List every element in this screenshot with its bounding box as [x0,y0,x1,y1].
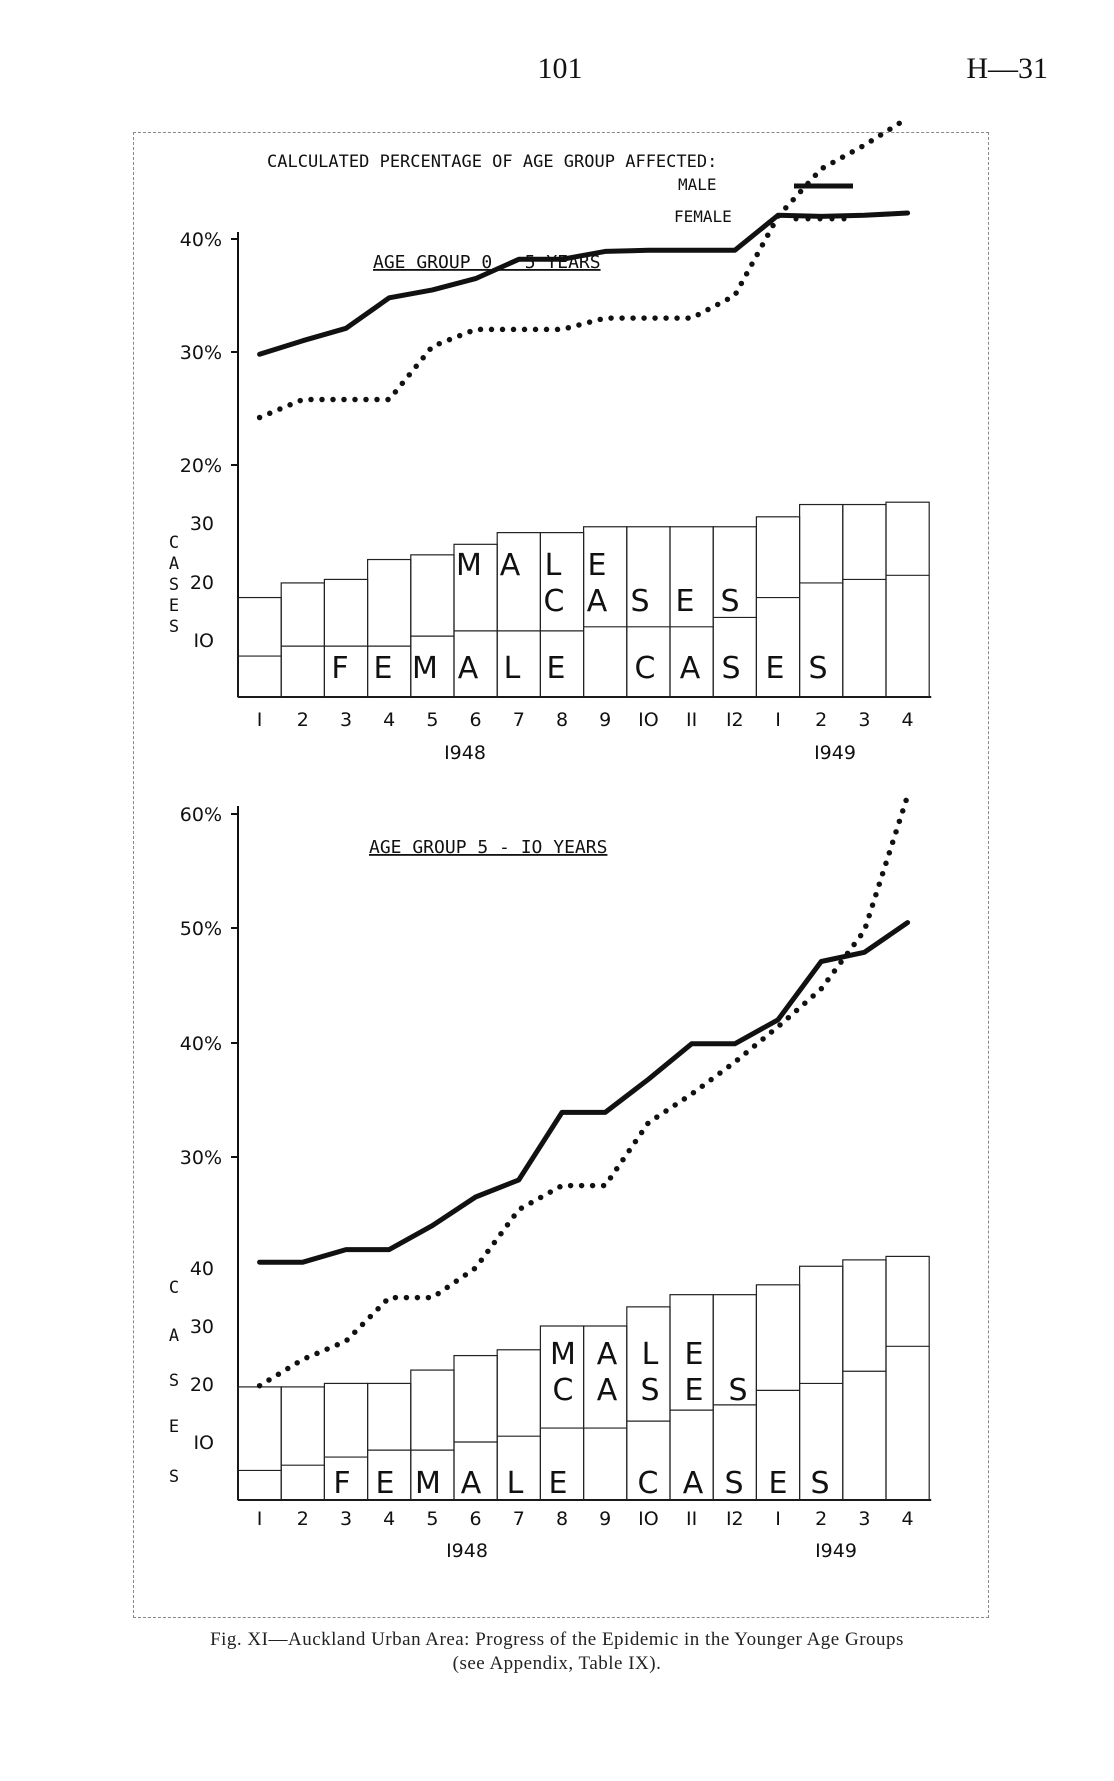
legend [267,152,853,226]
x-tick-label: 7 [512,709,525,731]
female-cases-letter: C [634,651,656,686]
cases-axis-letter: S [168,575,180,595]
pct-tick-label: 40% [179,229,222,251]
male-cases-letter: L [544,548,562,583]
x-tick-label: 9 [599,1508,612,1530]
male-cases-letter: E [684,1373,704,1408]
x-tick-label: 4 [383,1508,396,1530]
female-cases-letter: E [375,1466,395,1501]
total-cases-bar [281,1387,324,1500]
male-cases-letter: M [456,548,482,583]
female-cases-letter: S [808,651,828,686]
x-tick-label: IO [638,709,659,731]
x-tick-label: 6 [469,709,482,731]
cases-axis-letter: S [168,617,180,637]
male-cases-letter: A [499,548,521,583]
x-tick-label: I2 [725,709,744,731]
x-tick-label: 3 [858,709,871,731]
x-tick-label: 2 [815,709,828,731]
chart-title: AGE GROUP 0 - 5 YEARS [373,252,601,273]
female-cases-letter: F [333,1466,351,1501]
male-cases-letter: E [675,584,695,619]
x-tick-label: 4 [901,1508,914,1530]
female-cases-letter: S [810,1466,830,1501]
legend-male-label: MALE [678,175,717,194]
female-cases-letter: A [679,651,701,686]
total-cases-bar [238,1387,281,1500]
x-tick-label: 8 [555,709,569,731]
male-cases-letter: C [543,584,565,619]
cases-tick-label: 30 [189,513,214,535]
male-cases-letter: L [641,1337,659,1372]
x-tick-label: 5 [426,1508,439,1530]
male-cases-letter: S [640,1373,660,1408]
male-percentage-line [260,923,908,1263]
female-cases-letter: M [412,651,438,686]
cases-axis-letter: S [168,1371,180,1391]
pct-tick-label: 30% [179,1147,222,1169]
male-cases-letter: A [586,584,608,619]
x-tick-label: I [256,1508,263,1530]
male-cases-letter: S [630,584,650,619]
cases-axis-letter: E [168,1417,180,1437]
cases-tick-label: 40 [189,1258,214,1280]
pct-tick-label: 40% [179,1033,222,1055]
female-cases-letter: L [506,1466,524,1501]
female-cases-letter: A [682,1466,704,1501]
cases-tick-label: 20 [189,572,214,594]
total-cases-bar [843,505,886,697]
year-label: I949 [815,1540,857,1562]
x-tick-label: II [685,1508,698,1530]
female-cases-letter: A [460,1466,482,1501]
cases-axis-letter: C [168,533,180,553]
female-cases-letter: E [548,1466,568,1501]
female-percentage-line [260,796,908,1386]
pct-tick-label: 20% [179,455,222,477]
male-percentage-line [260,213,908,354]
total-cases-bar [238,598,281,697]
page-number: 101 [537,52,583,85]
x-tick-label: II [685,709,698,731]
legend-title: CALCULATED PERCENTAGE OF AGE GROUP AFFECTED: [267,152,718,172]
x-tick-label: 8 [555,1508,569,1530]
male-cases-letter: M [550,1337,576,1372]
x-tick-label: 5 [426,709,439,731]
x-tick-label: 3 [339,1508,353,1530]
male-cases-letter: A [596,1373,618,1408]
cases-axis-letter: A [168,1326,180,1346]
year-label: I948 [444,742,486,764]
male-cases-letter: S [720,584,740,619]
female-cases-letter: E [765,651,785,686]
female-cases-letter: F [331,651,349,686]
chart-age-0-5 [169,118,931,764]
x-tick-label: IO [638,1508,659,1530]
x-tick-label: I [775,709,781,731]
female-cases-letter: E [768,1466,788,1501]
female-cases-letter: C [637,1466,659,1501]
male-cases-letter: E [587,548,607,583]
x-tick-label: 2 [296,709,309,731]
x-tick-label: I2 [725,1508,744,1530]
x-tick-label: 9 [599,709,612,731]
total-cases-bar [843,1260,886,1500]
x-tick-label: 4 [383,709,396,731]
female-cases-letter: M [415,1466,441,1501]
cases-tick-label: IO [193,1432,214,1454]
female-cases-letter: S [721,651,741,686]
cases-tick-label: IO [193,630,214,652]
cases-axis-letter: C [168,1278,180,1298]
x-tick-label: I [775,1508,781,1530]
x-tick-label: 2 [815,1508,828,1530]
male-cases-letter: E [684,1337,704,1372]
female-cases-letter: L [503,651,521,686]
page-reference: H—31 [966,52,1048,85]
male-cases-letter: S [728,1373,748,1408]
total-cases-bar [886,502,929,697]
chart-age-5-10 [169,796,931,1562]
pct-tick-label: 30% [179,342,222,364]
caption-line-1: Fig. XI—Auckland Urban Area: Progress of the Epidemic in the Younger Age Groups [210,1629,904,1650]
cases-tick-label: 20 [189,1374,214,1396]
pct-tick-label: 50% [179,918,222,940]
x-tick-label: 3 [339,709,353,731]
female-cases-letter: E [373,651,393,686]
year-label: I948 [446,1540,488,1562]
caption-line-2: (see Appendix, Table IX). [452,1653,662,1674]
pct-tick-label: 60% [179,804,222,826]
cases-axis-letter: A [168,554,180,574]
figure-caption [60,1628,1054,1676]
total-cases-bar [886,1256,929,1500]
x-tick-label: 7 [512,1508,525,1530]
male-cases-letter: C [552,1373,574,1408]
x-tick-label: 2 [296,1508,309,1530]
x-tick-label: 6 [469,1508,482,1530]
cases-axis-letter: S [168,1467,180,1487]
male-cases-letter: A [596,1337,618,1372]
x-tick-label: 4 [901,709,914,731]
legend-female-label: FEMALE [674,207,732,226]
x-tick-label: 3 [858,1508,871,1530]
female-cases-letter: A [457,651,479,686]
year-label: I949 [814,742,856,764]
female-cases-letter: S [724,1466,744,1501]
cases-tick-label: 30 [189,1316,214,1338]
chart-title: AGE GROUP 5 - IO YEARS [369,837,608,858]
female-cases-letter: E [546,651,566,686]
total-cases-bar [281,583,324,697]
x-tick-label: I [256,709,263,731]
cases-axis-letter: E [168,596,180,616]
